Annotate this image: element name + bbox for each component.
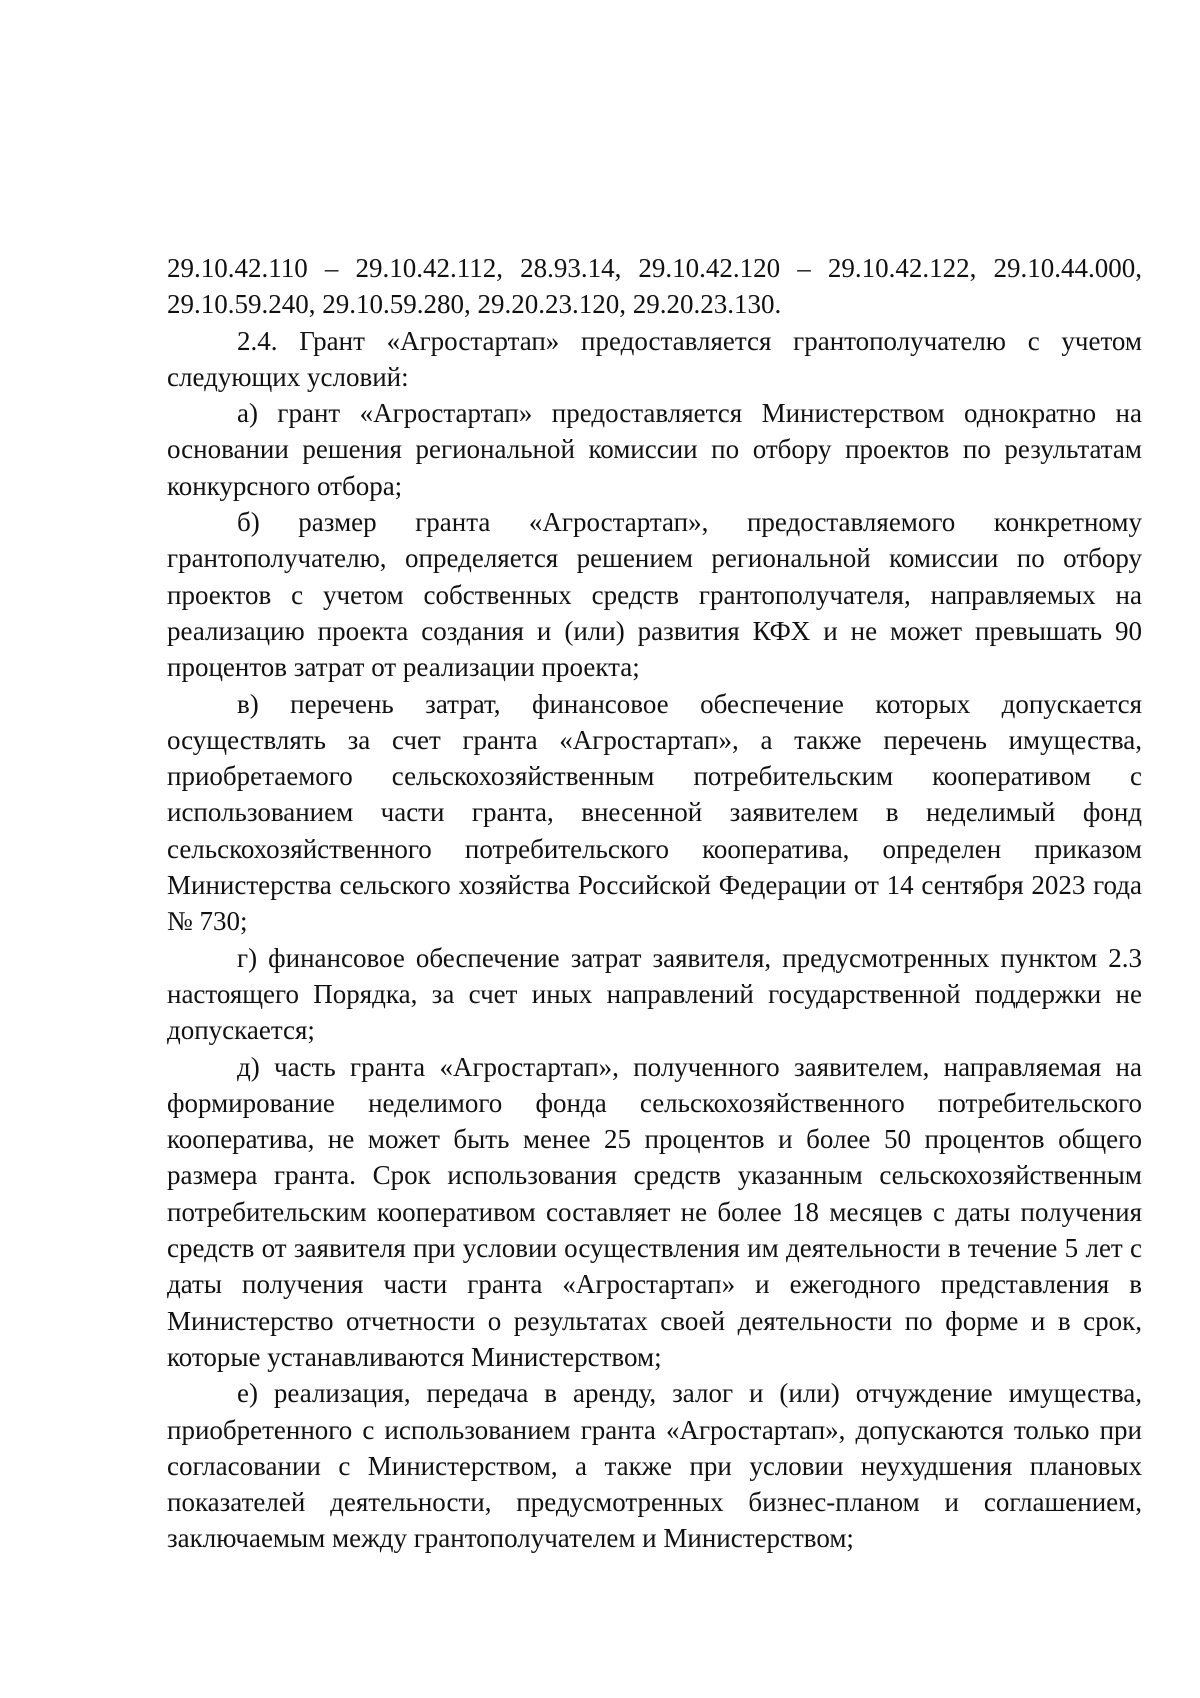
condition-a: а) грант «Агростартап» предоставляется Министерством однократно на основании решения региональной комиссии по отбору проектов по результатам конкурсного отбора; (167, 398, 1142, 501)
condition-g: г) финансовое обеспечение затрат заявителя, предусмотренных пунктом 2.3 настоящего Порядка, за счет иных направлений государственной поддержки не допускается; (167, 942, 1142, 1046)
condition-b: б) размер гранта «Агростартап», предоставляемого конкретному грантополучателю, определяется решением региональной комиссии по отбору проектов с учетом собственных средств грантополучателя, направляемых на реализацию проекта создания и (или) развития КФХ и не может превышать 90 процентов затрат от реализации проекта; (167, 507, 1142, 683)
condition-d: д) часть гранта «Агростартап», полученного заявителем, направляемая на формирование неделимого фонда сельскохозяйственного потребительского кооператива, не может быть менее 25 процентов и более 50 процентов общего размера гранта. Срок использования средств указанным сельскохозяйственным потребительским кооперативом составляет не более 18 месяцев с даты получения средств от заявителя при условии осуществления им деятельности в течение 5 лет с даты получения части гранта «Агростартап» и ежегодного представления в Министерство отчетности о результатах своей деятельности по форме и в срок, которые устанавливаются Министерством; (167, 1051, 1142, 1372)
condition-e: е) реализация, передача в аренду, залог и (или) отчуждение имущества, приобретенного с использованием гранта «Агростартап», допускаются только при согласовании с Министерством, а также при условии неухудшения плановых показателей деятельности, предусмотренных бизнес-планом и соглашением, заключаемым между грантополучателем и Министерством; (167, 1378, 1142, 1554)
condition-v: в) перечень затрат, финансовое обеспечение которых допускается осуществлять за счет гранта «Агростартап», а также перечень имущества, приобретаемого сельскохозяйственным потребительским кооперативом с использованием части гранта, внесенной заявителем в неделимый фонд сельскохозяйственного потребительского кооператива, определен приказом Министерства сельского хозяйства Российской Федерации от 14 сентября 2023 года № 730; (167, 688, 1142, 937)
clause-2-4-heading: 2.4. Грант «Агростартап» предоставляется грантополучателю с учетом следующих условий: (167, 325, 1142, 392)
okpd-codes-continuation: 29.10.42.110 – 29.10.42.112, 28.93.14, 29.10.42.120 – 29.10.42.122, 29.10.44.000, 29.10.59.240, 29.10.59.280, 29.20.23.120, 29.20.23.130. (167, 253, 1142, 320)
document-body (167, 250, 1142, 1557)
